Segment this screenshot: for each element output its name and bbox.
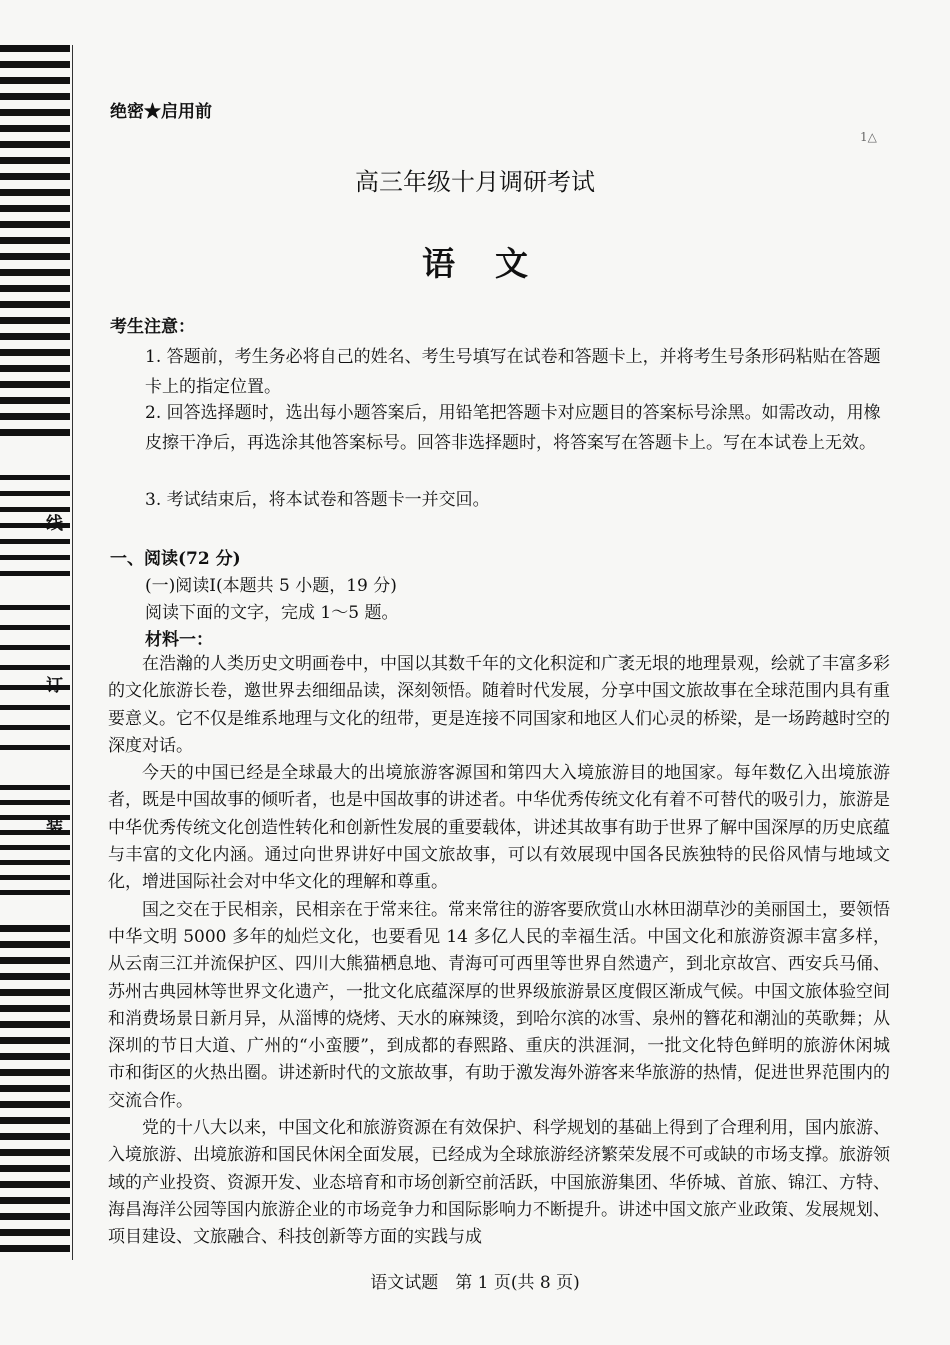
binding-stripes (0, 45, 70, 1260)
binding-stripe (0, 745, 70, 750)
binding-stripe (0, 507, 70, 512)
binding-stripe (0, 860, 70, 865)
binding-stripe (0, 785, 70, 790)
binding-line (72, 45, 73, 1260)
binding-stripe (0, 1245, 70, 1252)
binding-stripe (0, 221, 70, 228)
binding-stripe (0, 381, 70, 388)
binding-stripe (0, 800, 70, 805)
binding-stripe (0, 1085, 70, 1092)
binding-stripe (0, 141, 70, 148)
binding-stripe (0, 957, 70, 964)
binding-stripe (0, 973, 70, 980)
binding-stripe (0, 1213, 70, 1220)
binding-stripe (0, 333, 70, 340)
binding-stripe (0, 989, 70, 996)
binding-stripe (0, 1005, 70, 1012)
subsection-title: (一)阅读Ⅰ(本题共 5 小题，19 分) (145, 576, 397, 596)
passage-paragraph-2: 今天的中国已经是全球最大的出境旅游客源国和第四大入境旅游目的地国家。每年数亿入出境旅游者，既是中国故事的倾听者，也是中国故事的讲述者。中华优秀传统文化有着不可替代的吸引力，旅游是中华优秀传统文化创造性转化和创新性发展的重要载体，讲述其故事有助于世界了解中国深厚的历史底蕴与丰富的文化内涵。通过向世界讲好中国文旅故事，可以有效展现中国各民族独特的民俗风情与地域文化，增进国际社会对中华文化的理解和尊重。 (108, 763, 890, 893)
binding-stripe (0, 1229, 70, 1236)
binding-stripe (0, 845, 70, 850)
binding-stripe (0, 109, 70, 116)
binding-stripe (0, 1133, 70, 1140)
binding-stripe (0, 1037, 70, 1044)
binding-stripe (0, 645, 70, 650)
binding-stripe (0, 491, 70, 496)
binding-mark-ding: 订 (42, 676, 62, 693)
page-footer: 语文试题 第 1 页(共 8 页) (370, 1273, 580, 1293)
binding-stripe (0, 705, 70, 710)
binding-stripe (0, 205, 70, 212)
binding-stripe (0, 1149, 70, 1156)
binding-stripe (0, 475, 70, 480)
binding-stripe (0, 665, 70, 670)
binding-stripe (0, 1053, 70, 1060)
corner-mark: 1△ (860, 130, 877, 144)
binding-stripe (0, 875, 70, 880)
binding-stripe (0, 571, 70, 576)
binding-mark-zhuang: 装 (42, 818, 62, 835)
binding-stripe (0, 45, 70, 52)
binding-mark-xian: 线 (42, 514, 62, 531)
binding-stripe (0, 429, 70, 436)
binding-stripe (0, 1021, 70, 1028)
binding-stripe (0, 890, 70, 895)
binding-stripe (0, 1101, 70, 1108)
binding-stripe (0, 77, 70, 84)
binding-stripe (0, 1197, 70, 1204)
binding-stripe (0, 349, 70, 356)
binding-stripe (0, 301, 70, 308)
binding-stripe (0, 125, 70, 132)
binding-stripe (0, 605, 70, 610)
notice-item-3 (145, 485, 890, 515)
reading-instruction: 阅读下面的文字，完成 1～5 题。 (145, 603, 399, 623)
binding-stripe (0, 555, 70, 560)
subject-title: 语文 (422, 244, 568, 283)
notice-item-text: 3. 考试结束后，将本试卷和答题卡一并交回。 (145, 490, 490, 510)
binding-stripe (0, 941, 70, 948)
passage-paragraph-3: 国之交在于民相亲，民相亲在于常来往。常来常往的游客要欣赏山水林田湖草沙的美丽国土，要领悟中华文明 5000 多年的灿烂文化，也要看见 14 多亿人民的幸福生活。中国文化和旅游资源丰富多样，从云南三江并流保护区、四川大熊猫栖息地、青海可可西里等世界自然遗产，到北京故宫、西安兵马俑、苏州古典园林等世界文化遗产，一批文化底蕴深厚的世界级旅游景区度假区渐成气候。中国文旅体验空间和消费场景日新月异，从淄博的烧烤、天水的麻辣烫，到哈尔滨的冰雪、泉州的簪花和潮汕的英歌舞；从深圳的节日大道、广州的“小蛮腰”，到成都的春熙路、重庆的洪涯洞，一批文化特色鲜明的旅游休闲城市和街区的火热出圈。讲述新时代的文旅故事，有助于激发海外游客来华旅游的热情，促进世界范围内的交流合作。 (108, 899, 890, 1111)
binding-stripe (0, 1069, 70, 1076)
notice-item-text: 2. 回答选择题时，选出每小题答案后，用铅笔把答题卡对应题目的答案标号涂黑。如需改动，用橡皮擦干净后，再选涂其他答案标号。回答非选择题时，将答案写在答题卡上。写在本试卷上无效。 (145, 403, 881, 453)
passage-paragraph-4: 党的十八大以来，中国文化和旅游资源在有效保护、科学规划的基础上得到了合理利用，国内旅游、入境旅游、出境旅游和国民休闲全面发展，已经成为全球旅游经济繁荣发展不可或缺的市场支撑。旅游领域的产业投资、资源开发、业态培育和市场创新空前活跃，中国旅游集团、华侨城、首旅、锦江、方特、海昌海洋公园等国内旅游企业的市场竞争力和国际影响力不断提升。讲述中国文旅产业政策、发展规划、项目建设、文旅融合、科技创新等方面的实践与成 (108, 1118, 890, 1248)
notice-item-2 (145, 398, 890, 458)
secret-label: 绝密★启用前 (110, 102, 212, 122)
material-label: 材料一： (145, 630, 213, 650)
binding-stripe (0, 1181, 70, 1188)
binding-stripe (0, 1117, 70, 1124)
exam-title: 高三年级十月调研考试 (355, 168, 595, 196)
binding-stripe (0, 925, 70, 932)
binding-stripe (0, 625, 70, 630)
section-title: 一、阅读(72 分) (110, 549, 241, 569)
notice-item-1 (145, 342, 890, 402)
passage-body (108, 651, 890, 1252)
binding-stripe (0, 397, 70, 404)
binding-stripe (0, 1165, 70, 1172)
binding-stripe (0, 413, 70, 420)
binding-stripe (0, 365, 70, 372)
binding-stripe (0, 317, 70, 324)
binding-stripe (0, 93, 70, 100)
passage-paragraph-1: 在浩瀚的人类历史文明画卷中，中国以其数千年的文化积淀和广袤无垠的地理景观，绘就了丰富多彩的文化旅游长卷，邀世界去细细品读，深刻领悟。随着时代发展，分享中国文旅故事在全球范围内具有重要意义。它不仅是维系地理与文化的纽带，更是连接不同国家和地区人们心灵的桥梁，是一场跨越时空的深度对话。 (108, 654, 890, 756)
binding-stripe (0, 725, 70, 730)
binding-stripe (0, 285, 70, 292)
notice-heading: 考生注意： (110, 317, 195, 337)
binding-stripe (0, 61, 70, 68)
binding-stripe (0, 539, 70, 544)
notice-item-text: 1. 答题前，考生务必将自己的姓名、考生号填写在试卷和答题卡上，并将考生号条形码粘贴在答题卡上的指定位置。 (145, 347, 881, 397)
